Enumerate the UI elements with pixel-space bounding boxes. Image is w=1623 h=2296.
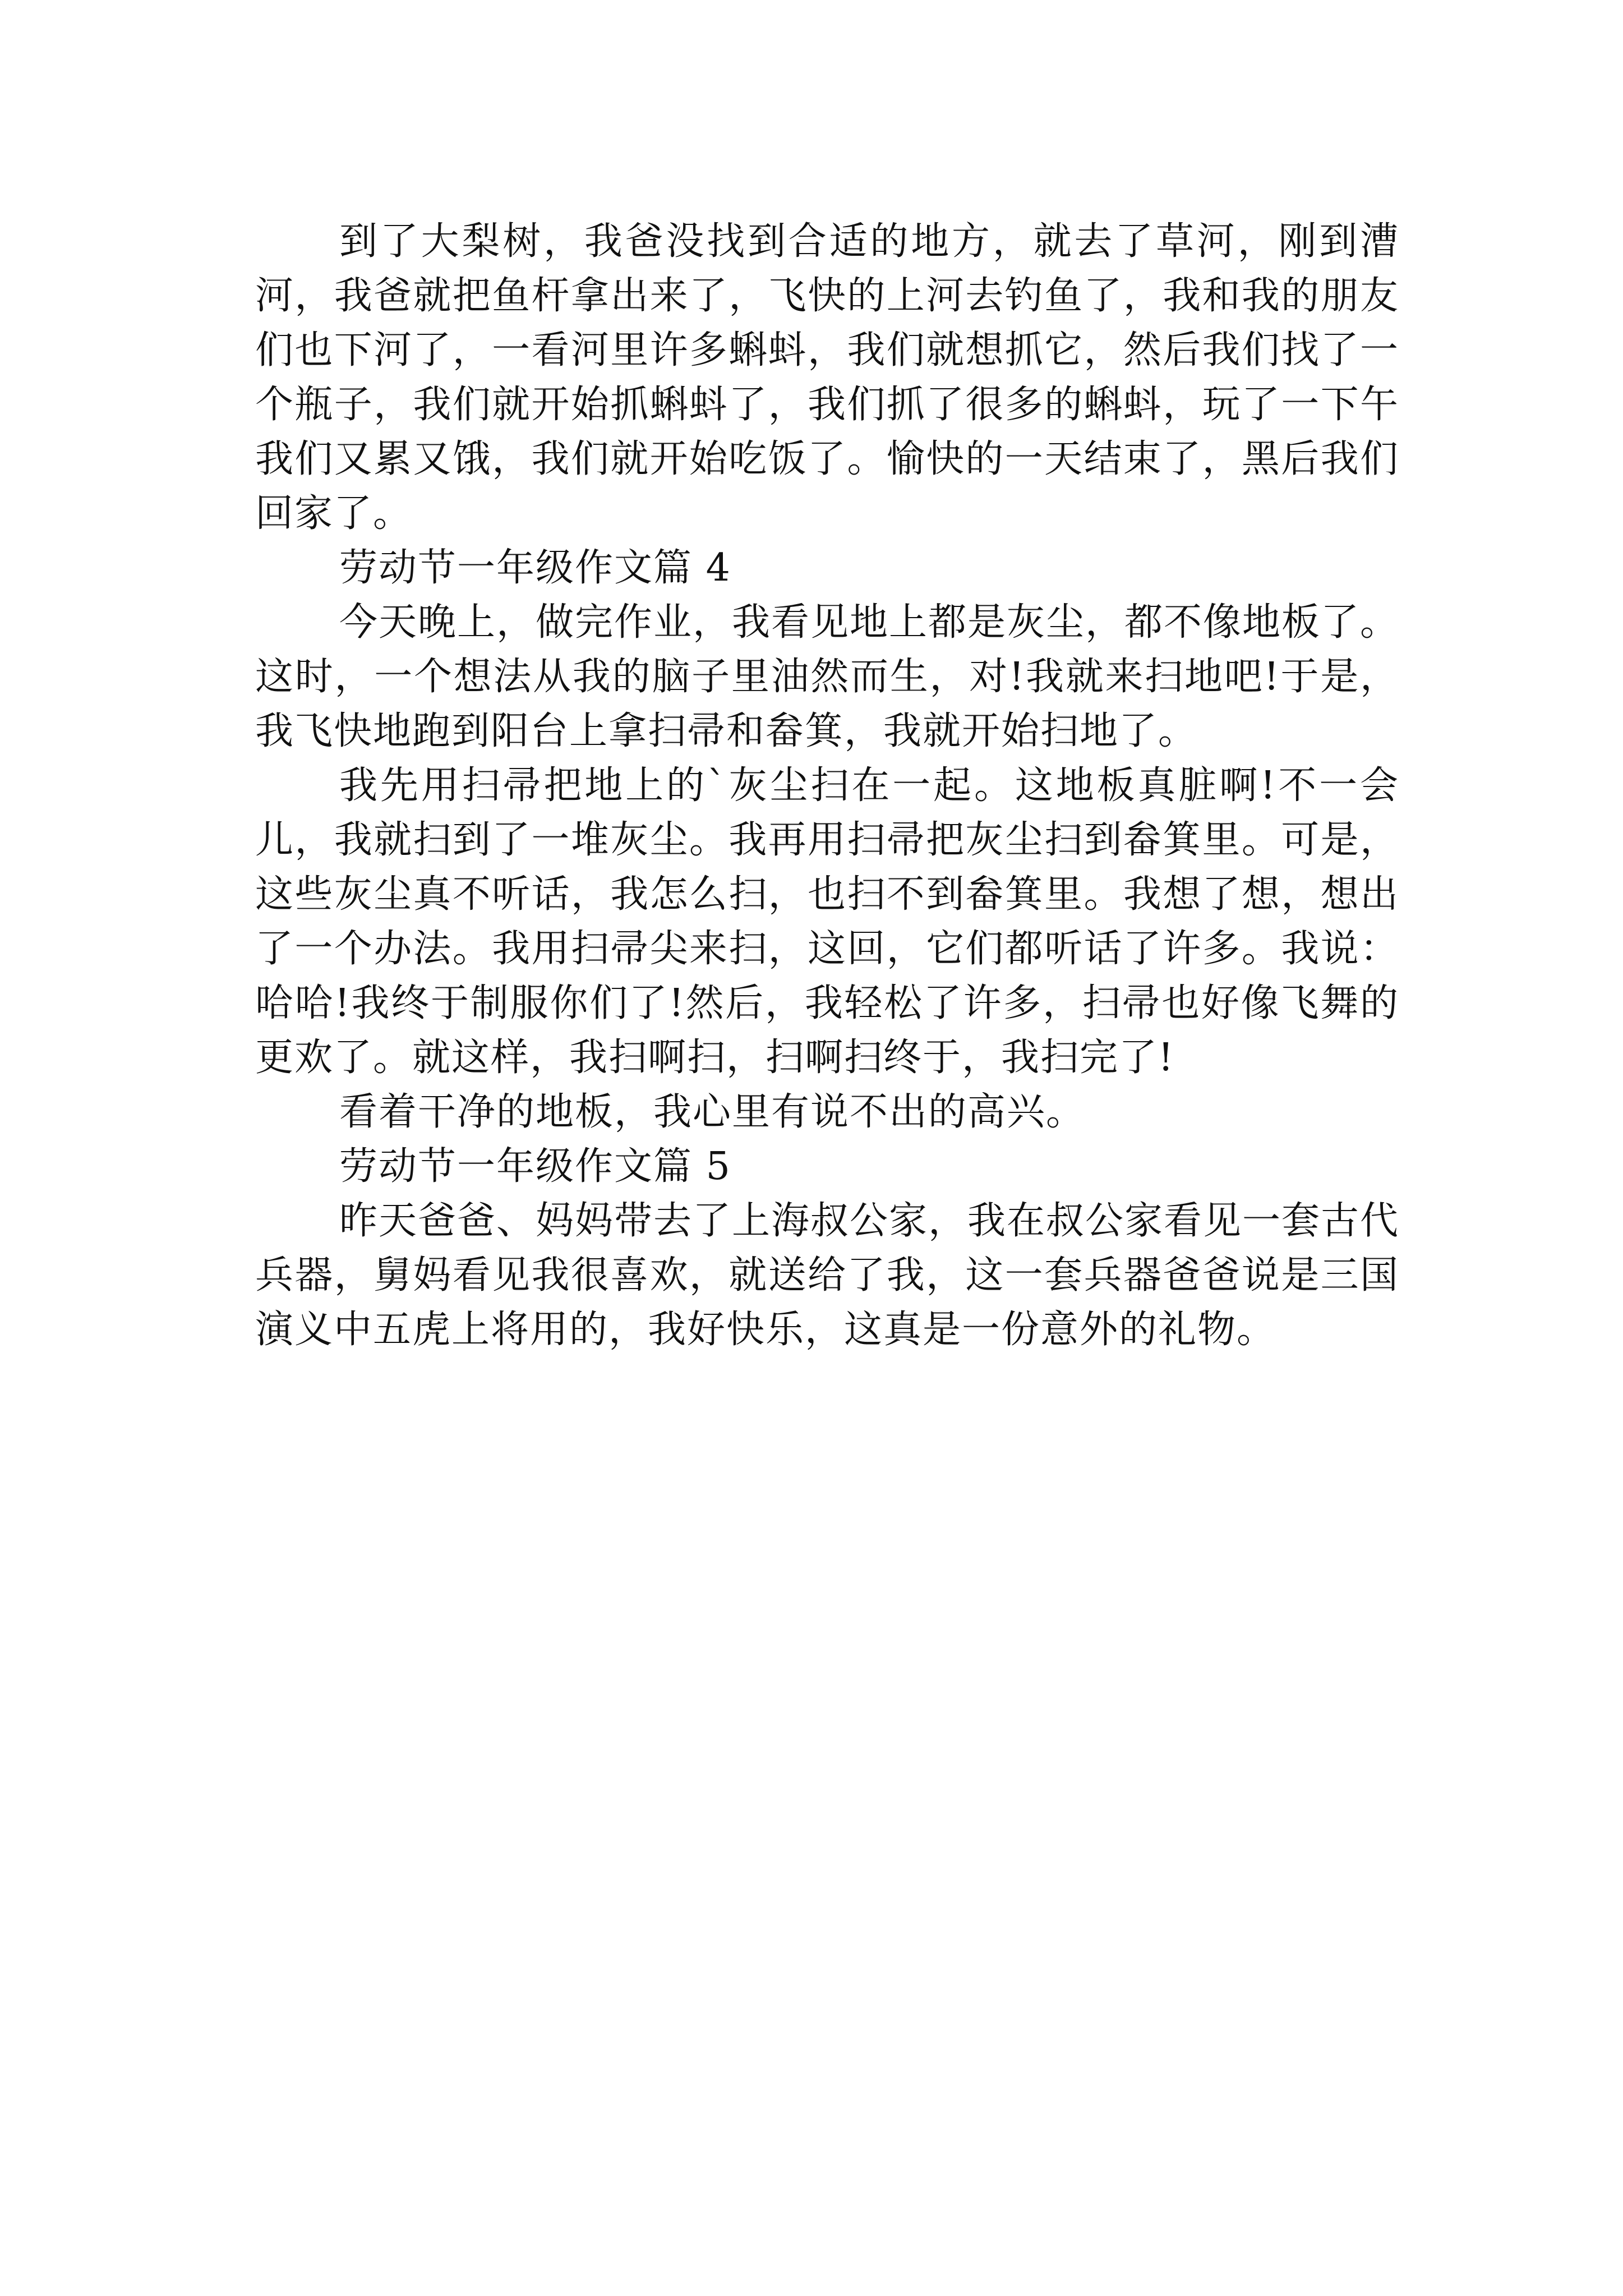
paragraph-dusty-floor: 今天晚上，做完作业，我看见地上都是灰尘，都不像地板了。这时，一个想法从我的脑子里油然而生，对!我就来扫地吧!于是，我飞快地跑到阳台上拿扫帚和畚箕，我就开始扫地了。 [255,600,1400,753]
document-body [255,214,1399,1357]
section-heading-5: 劳动节一年级作文篇 5 [339,1144,731,1189]
section-heading-4: 劳动节一年级作文篇 4 [339,546,731,590]
paragraph-clean-floor: 看着干净的地板，我心里有说不出的高兴。 [339,1090,1086,1134]
paragraph-ancient-weapons: 昨天爸爸、妈妈带去了上海叔公家，我在叔公家看见一套古代兵器，舅妈看见我很喜欢，就送给了我，这一套兵器爸爸说是三国演义中五虎上将用的，我好快乐，这真是一份意外的礼物。 [255,1199,1400,1352]
paragraph-pear-tree-fishing: 到了大梨树，我爸没找到合适的地方，就去了草河，刚到漕河，我爸就把鱼杆拿出来了，飞快的上河去钓鱼了，我和我的朋友们也下河了，一看河里许多蝌蚪，我们就想抓它，然后我们找了一个瓶子，我们就开始抓蝌蚪了，我们抓了很多的蝌蚪，玩了一下午我们又累又饿，我们就开始吃饭了。愉快的一天结束了，黑后我们回家了。 [255,219,1399,536]
paragraph-sweeping: 我先用扫帚把地上的`灰尘扫在一起。这地板真脏啊!不一会儿，我就扫到了一堆灰尘。我再用扫帚把灰尘扫到畚箕里。可是，这些灰尘真不听话，我怎么扫，也扫不到畚箕里。我想了想，想出了一个办法。我用扫帚尖来扫，这回，它们都听话了许多。我说：哈哈!我终于制服你们了!然后，我轻松了许多，扫帚也好像飞舞的更欢了。就这样，我扫啊扫，扫啊扫终于，我扫完了! [255,763,1399,1080]
